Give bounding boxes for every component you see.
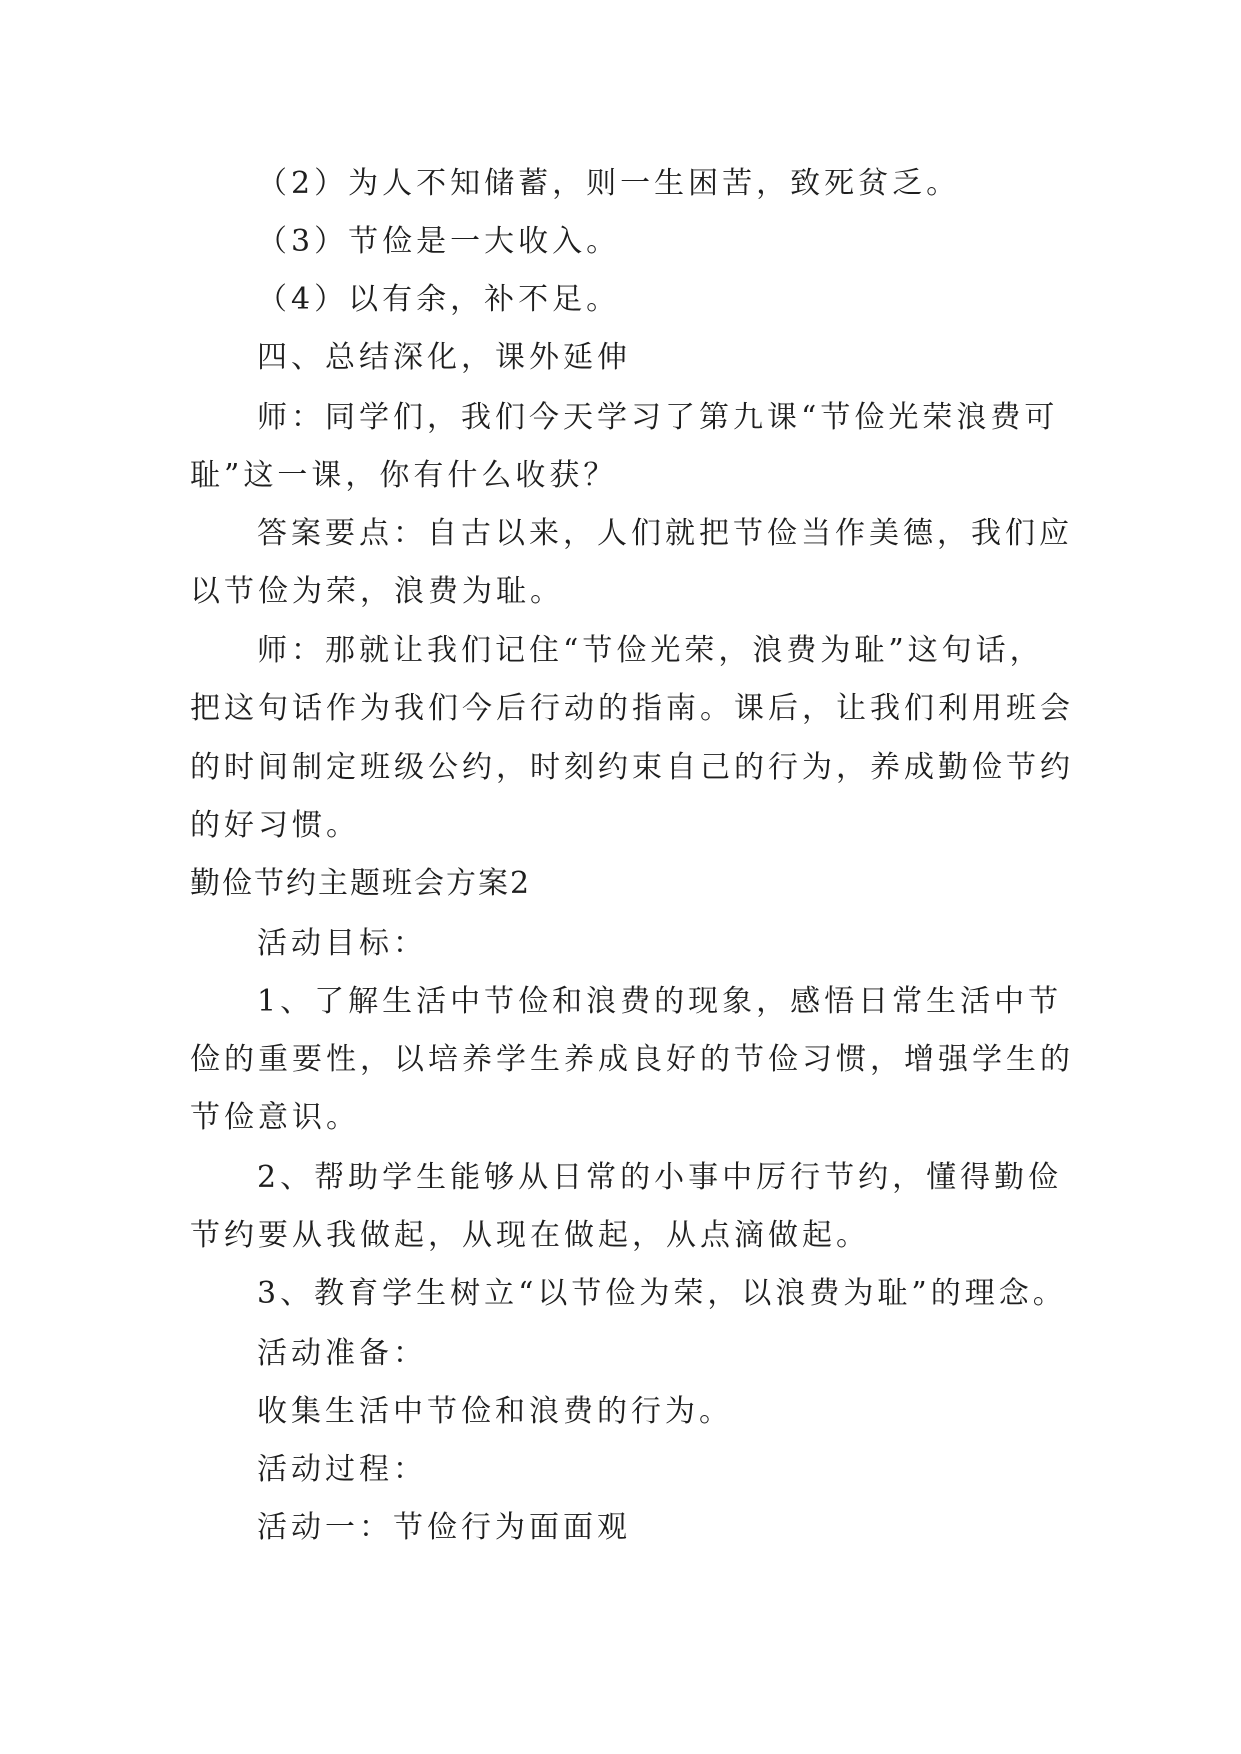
list-item: （2）为人不知储蓄，则一生困苦，致死贫乏。 xyxy=(257,166,961,201)
section-heading: 活动目标： xyxy=(257,926,427,961)
paragraph-line: 的时间制定班级公约，时刻约束自己的行为，养成勤俭节约 xyxy=(190,750,1074,785)
paragraph-line: 节约要从我做起，从现在做起，从点滴做起。 xyxy=(190,1218,870,1253)
paragraph-line: 师：那就让我们记住“节俭光荣，浪费为耻”这句话， xyxy=(257,633,1044,668)
paragraph-line: 答案要点：自古以来，人们就把节俭当作美德，我们应 xyxy=(257,516,1073,551)
paragraph-line: 2、帮助学生能够从日常的小事中厉行节约，懂得勤俭 xyxy=(257,1160,1063,1195)
paragraph-line: 3、教育学生树立“以节俭为荣，以浪费为耻”的理念。 xyxy=(257,1276,1067,1311)
paragraph-line: 耻”这一课，你有什么收获？ xyxy=(190,458,618,493)
list-item: （3）节俭是一大收入。 xyxy=(257,224,621,259)
paragraph-line: 俭的重要性，以培养学生养成良好的节俭习惯，增强学生的 xyxy=(190,1042,1074,1077)
paragraph-line: 收集生活中节俭和浪费的行为。 xyxy=(257,1394,733,1429)
section-heading: 四、总结深化，课外延伸 xyxy=(257,340,631,375)
paragraph-line: 以节俭为荣，浪费为耻。 xyxy=(190,574,564,609)
paragraph-line: 师：同学们，我们今天学习了第九课“节俭光荣浪费可 xyxy=(257,400,1059,435)
paragraph-line: 节俭意识。 xyxy=(190,1100,360,1135)
document-title: 勤俭节约主题班会方案2 xyxy=(190,866,532,901)
section-heading: 活动一：节俭行为面面观 xyxy=(257,1510,631,1545)
section-heading: 活动过程： xyxy=(257,1452,427,1487)
paragraph-line: 把这句话作为我们今后行动的指南。课后，让我们利用班会 xyxy=(190,691,1074,726)
list-item: （4）以有余，补不足。 xyxy=(257,282,621,317)
paragraph-line: 的好习惯。 xyxy=(190,808,360,843)
section-heading: 活动准备： xyxy=(257,1336,427,1371)
paragraph-line: 1、了解生活中节俭和浪费的现象，感悟日常生活中节 xyxy=(257,984,1063,1019)
